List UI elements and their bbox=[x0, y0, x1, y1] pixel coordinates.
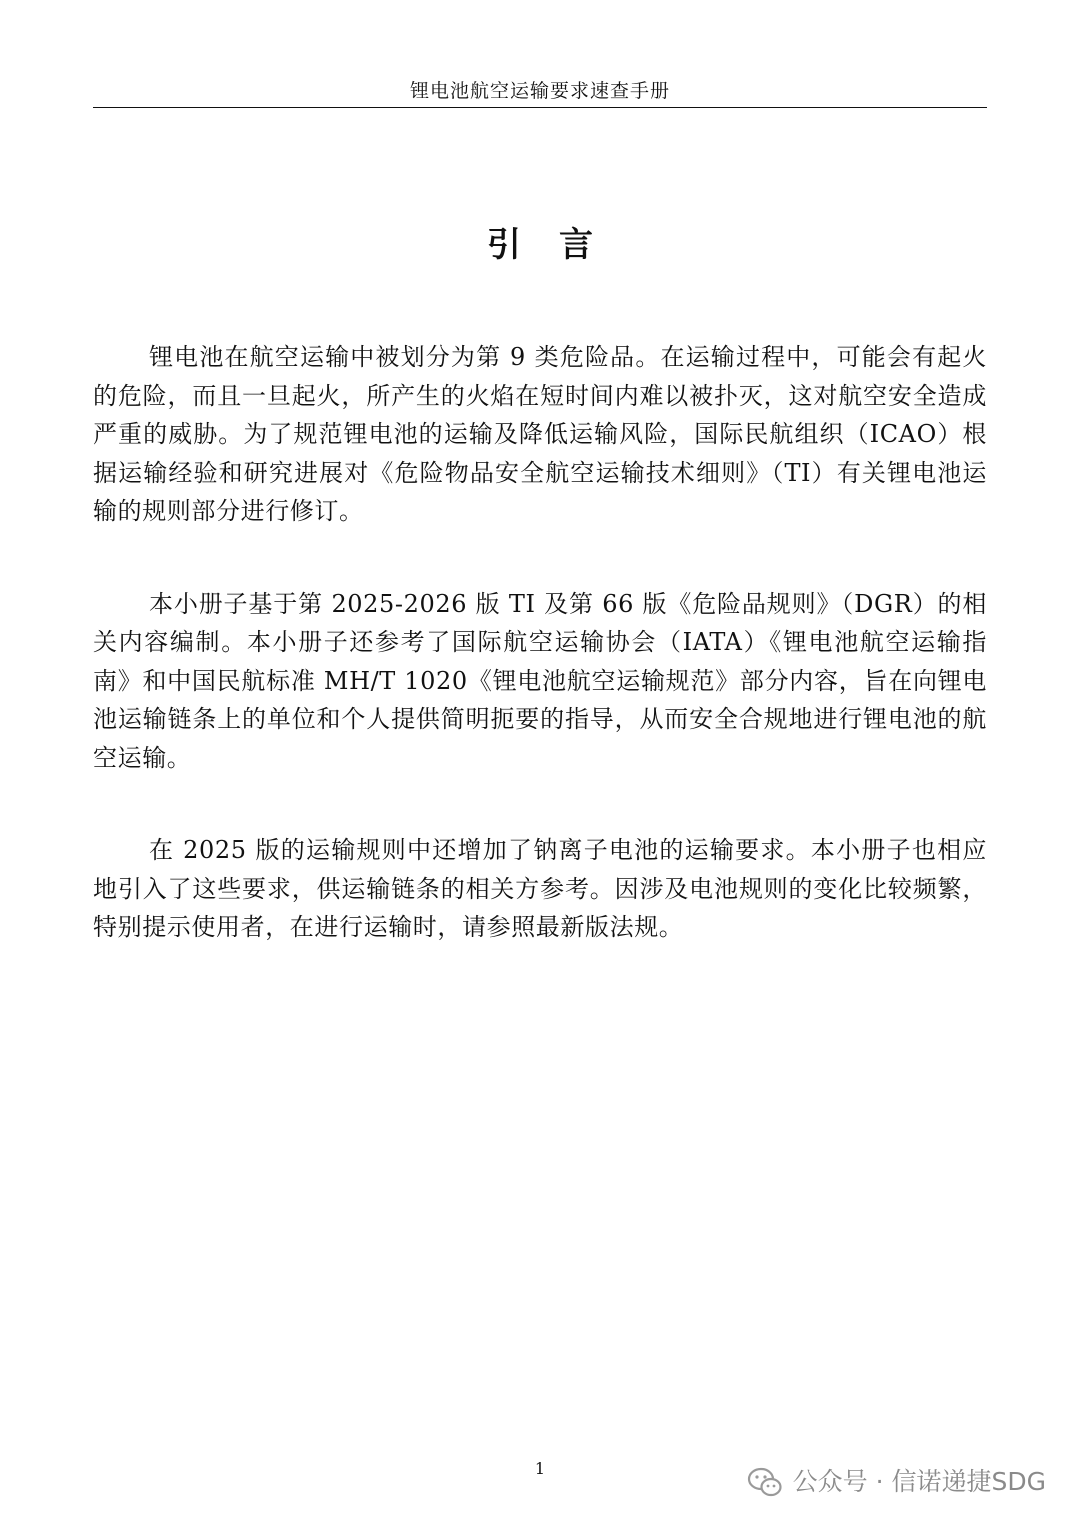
watermark-text: 公众号 · 信诺递捷SDG bbox=[792, 1467, 1046, 1496]
wechat-icon bbox=[747, 1466, 783, 1498]
watermark bbox=[747, 1466, 1046, 1498]
paragraph-1: 锂电池在航空运输中被划分为第 9 类危险品。在运输过程中，可能会有起火的危险，而且一旦起火，所产生的火焰在短时间内难以被扑灭，这对航空安全造成严重的威胁。为了规范锂电池的运输及降低运输风险，国际民航组织（ICAO）根据运输经验和研究进展对《危险物品安全航空运输技术细则》（TI）有关锂电池运输的规则部分进行修订。 bbox=[93, 343, 987, 525]
body-text bbox=[93, 338, 987, 1001]
paragraph-3: 在 2025 版的运输规则中还增加了钠离子电池的运输要求。本小册子也相应地引入了这些要求，供运输链条的相关方参考。因涉及电池规则的变化比较频繁，特别提示使用者，在进行运输时，请参照最新版法规。 bbox=[93, 836, 987, 941]
header-divider bbox=[93, 107, 987, 108]
page-number: 1 bbox=[534, 1459, 546, 1478]
page-title: 引言 bbox=[487, 225, 631, 265]
paragraph-2: 本小册子基于第 2025-2026 版 TI 及第 66 版《危险品规则》（DGR）的相关内容编制。本小册子还参考了国际航空运输协会（IATA）《锂电池航空运输指南》和中国民航标准 MH/T 1020《锂电池航空运输规范》部分内容，旨在向锂电池运输链条上的单位和个人提供简明扼要的指导，从而安全合规地进行锂电池的航空运输。 bbox=[93, 589, 987, 772]
running-header: 锂电池航空运输要求速查手册 bbox=[409, 80, 670, 102]
